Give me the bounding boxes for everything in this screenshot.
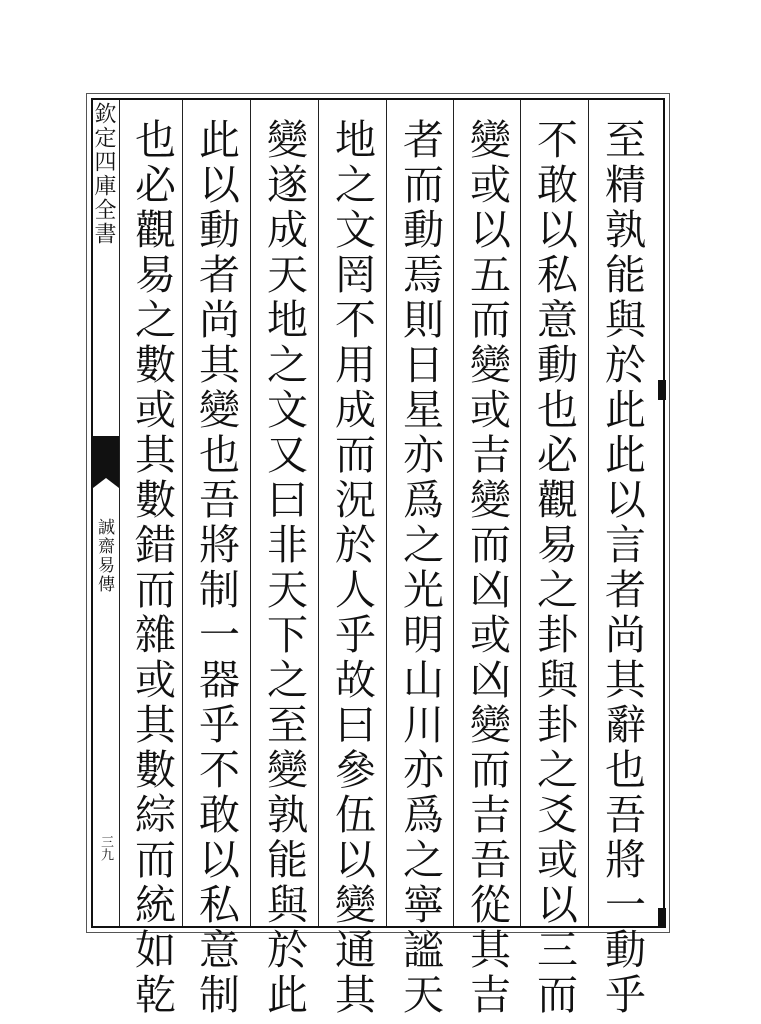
margin-tick (658, 908, 666, 928)
book-title: 誠齋易傳 (94, 518, 114, 594)
column-rule (182, 100, 183, 926)
column-rule (119, 100, 120, 926)
text-column-7: 此以動者尚其變也吾將制一器乎不敢以私意制 (192, 118, 240, 1018)
fish-tail-mark (93, 436, 119, 478)
text-column-3: 變或以五而變或吉變而凶或凶變而吉吾從其吉 (463, 118, 511, 1018)
text-column-1: 至精孰能與於此此以言者尚其辭也吾將一動乎 (598, 118, 646, 1018)
collection-title: 欽定四庫全書 (91, 102, 116, 246)
text-column-2: 不敢以私意動也必觀易之卦與卦之爻或以三而 (530, 118, 578, 1018)
column-rule (386, 100, 387, 926)
column-rule (588, 100, 589, 926)
column-rule (520, 100, 521, 926)
margin-column (93, 100, 119, 926)
column-rule (453, 100, 454, 926)
text-column-5: 地之文罔不用成而況於人乎故曰參伍以變通其 (328, 118, 376, 1018)
page-number: 三九 (98, 835, 113, 861)
column-rule (250, 100, 251, 926)
margin-tick (658, 380, 666, 400)
text-column-8: 也必觀易之數或其數錯而雜或其數綜而統如乾 (128, 118, 176, 1018)
column-rule (318, 100, 319, 926)
text-column-6: 變遂成天地之文又曰非天下之至變孰能與於此 (260, 118, 308, 1018)
text-column-4: 者而動焉則日星亦爲之光明山川亦爲之寧謐天 (396, 118, 444, 1018)
